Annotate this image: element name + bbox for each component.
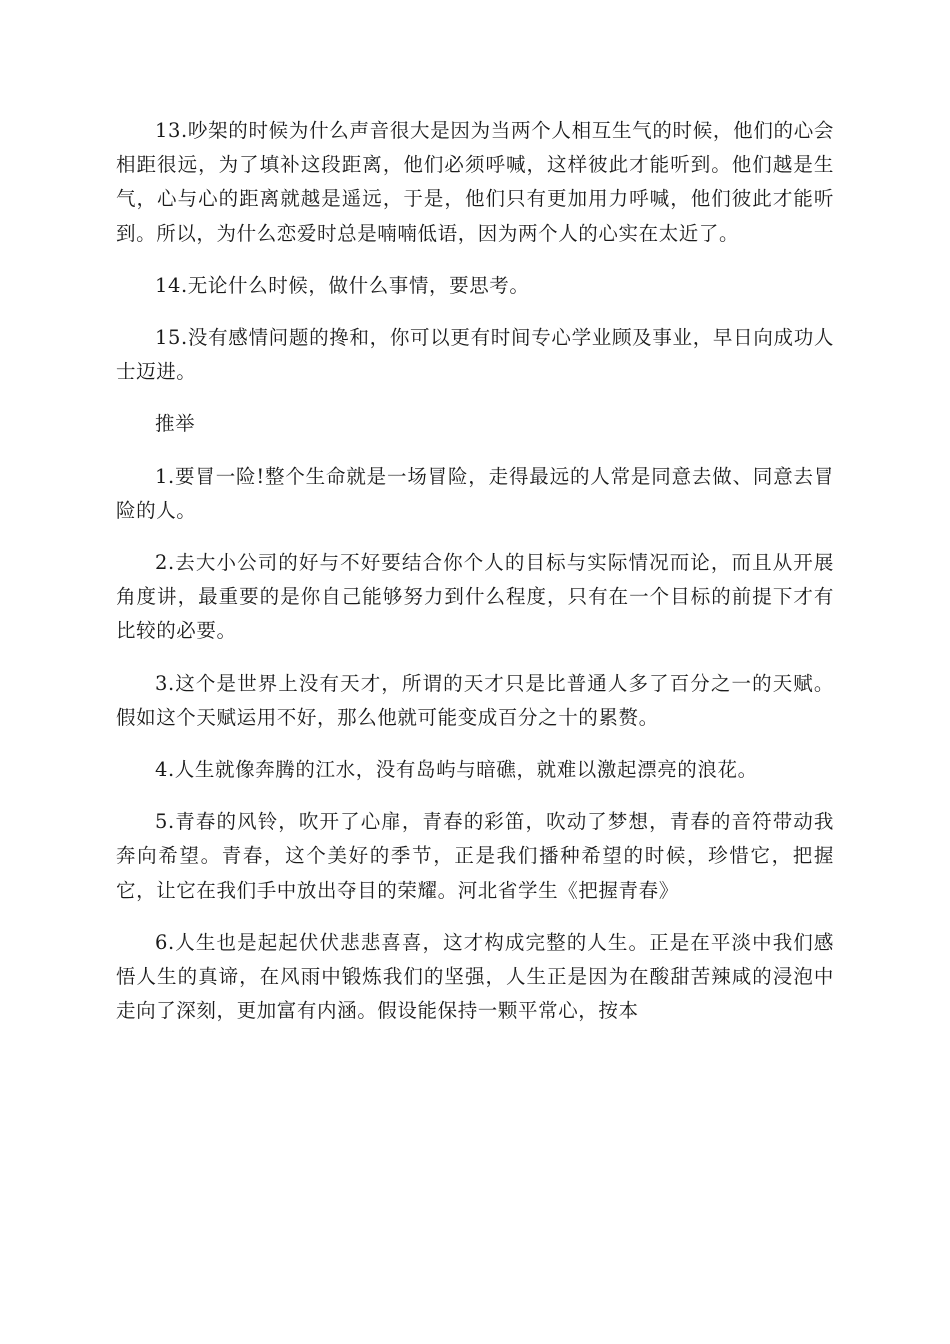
recommend-item-2: 2.去大小公司的好与不好要结合你个人的目标与实际情况而论，而且从开展角度讲，最重要的是你自己能够努力到什么程度，只有在一个目标的前提下才有比较的必要。 [116,551,834,643]
recommend-item-3: 3.这个是世界上没有天才，所谓的天才只是比普通人多了百分之一的天赋。假如这个天赋运用不好，那么他就可能变成百分之十的累赘。 [116,671,834,729]
paragraph-13: 13.吵架的时候为什么声音很大是因为当两个人相互生气的时候，他们的心会相距很远，为了填补这段距离，他们必须呼喊，这样彼此才能听到。他们越是生气，心与心的距离就越是遥远，于是，他们只有更加用力呼喊，他们彼此才能听到。所以，为什么恋爱时总是喃喃低语，因为两个人的心实在太近了。 [116,119,834,245]
recommend-item-6: 6.人生也是起起伏伏悲悲喜喜，这才构成完整的人生。正是在平淡中我们感悟人生的真谛，在风雨中锻炼我们的坚强，人生正是因为在酸甜苦辣咸的浸泡中走向了深刻，更加富有内涵。假设能保持一颗平常心，按本 [116,930,834,1023]
recommend-item-4: 4.人生就像奔腾的江水，没有岛屿与暗礁，就难以激起漂亮的浪花。 [155,758,758,782]
paragraph-15: 15.没有感情问题的搀和，你可以更有时间专心学业顾及事业，早日向成功人士迈进。 [116,326,834,384]
recommend-item-5: 5.青春的风铃，吹开了心扉，青春的彩笛，吹动了梦想，青春的音符带动我奔向希望。青春，这个美好的季节，正是我们播种希望的时候，珍惜它，把握它，让它在我们手中放出夺目的荣耀。河北省学生《把握青春》 [116,810,834,902]
document-body [116,114,834,1046]
section-heading: 推举 [155,412,196,436]
paragraph-14: 14.无论什么时候，做什么事情，要思考。 [155,273,530,297]
recommend-item-1: 1.要冒一险!整个生命就是一场冒险，走得最远的人常是同意去做、同意去冒险的人。 [116,464,834,522]
